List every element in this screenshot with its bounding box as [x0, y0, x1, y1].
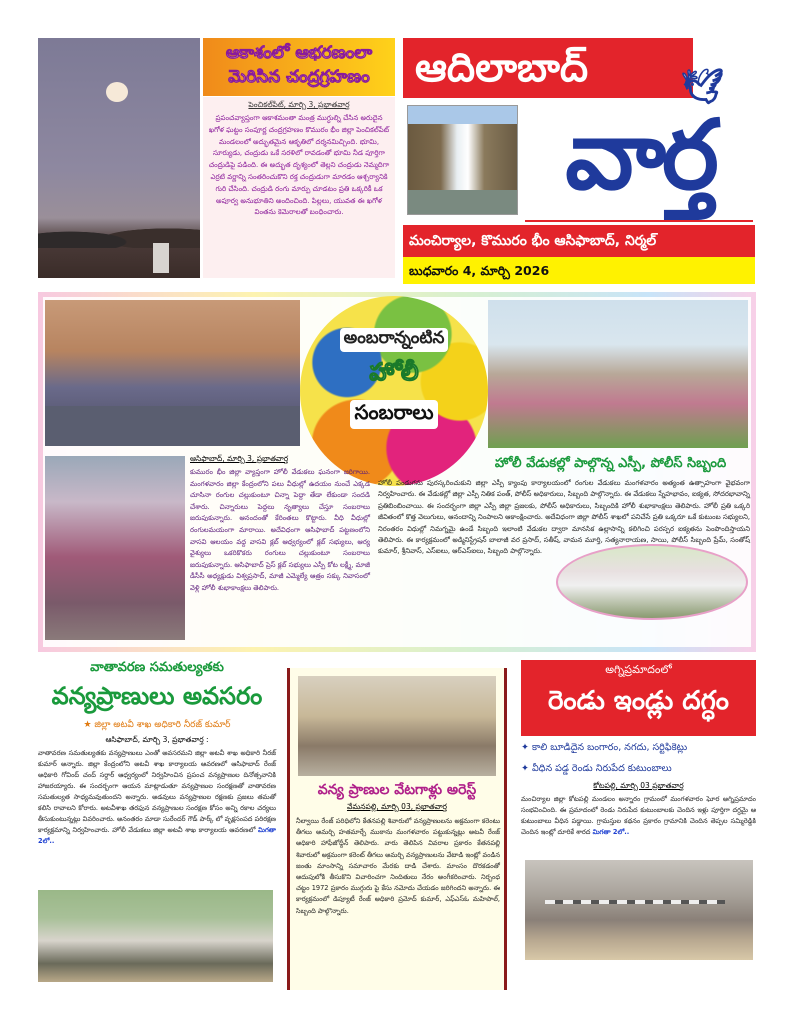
date-band [403, 257, 755, 284]
wildlife-subhead: ★ జిల్లా అటవీ శాఖ అధికారి నీరజ్ కుమార్ [83, 720, 231, 730]
fire-headline-box [521, 660, 756, 736]
holi-group-photo-left [45, 300, 300, 446]
lunar-eclipse-photo [38, 38, 200, 278]
moon [106, 82, 128, 102]
holi-title-line1: అంబరాన్నంటిన [340, 328, 449, 352]
waterfall-photo [407, 105, 518, 215]
holi-left-article [190, 454, 370, 644]
sign-post [153, 243, 169, 273]
fire-bullet-1: ✦ కాలి బూడిదైన బంగారం, నగదు, సర్టిఫికెట్లు [521, 742, 688, 753]
fire-body [521, 794, 756, 838]
poachers-dateline: వేమనపల్లి, మార్చి 03, ప్రభాతవార్త [346, 802, 448, 811]
wildlife-body-text: వాతావరణ సమతుల్యతకు వన్యప్రాణులు ఎంతో అవసరమని జిల్లా అటవీ శాఖ అధికారి నీరజ్ కుమార్ అన్నారు. జిల్లా కేంద్రంలోని అటవీ శాఖ కార్యాలయ ఆవరణలో ఆసిఫాబాద్ రేంజ్ అధికారి గోవింద్ చంద్ సర్దార్ ఆధ్వర్యంలో నిర్వహించిన ప్రపంచ వన్యప్రాణుల దినోత్సవానికి హాజరయ్యారు. ఈ సందర్భంగా ఆయన మాట్లాడుతూ వన్యప్రాణుల సంరక్షణతో వాతావరణ సమతుల్యత సాధ్యమవుతుందని అన్నారు. అడవులు వన్యప్రాణుల రక్షణకు ప్రజలు తమతో కలిసి రావాలని కోరారు. అటవీశాఖ తరఫున వన్యప్రాణుల సంరక్షణ కోసం అన్ని రకాల చర్యలు తీసుకుంటున్నట్లు వివరించారు. అనంతరం మాడా సురేందర్ గౌడ్ పార్క్ లో వృక్షసంపద పరిరక్షణ కార్యక్రమాన్ని నిర్వహించారు. హోలీ వేడుకలు జిల్లా అటవీ శాఖ కార్యాలయ ఆవరణలో [38, 749, 276, 834]
fire-article [521, 660, 756, 990]
moon-dateline: పెంచికల్‌పేట్, మార్చి 3, ప్రభాతవార్త [248, 100, 350, 109]
wildlife-continued-link[interactable]: మిగతా 2లో.. [38, 826, 276, 845]
moon-headline-line1: ఆకాశంలో ఆభరణంలా [225, 43, 373, 63]
holi-title-line3: సంబరాలు [350, 400, 437, 429]
poachers-body: నీల్వాయి రేంజ్ పరిధిలోని కేతనపల్లి శివారులో వన్యప్రాణులను అక్రమంగా కరెంటు తీగలు అమర్చి హతమార్చే ముఠాను మంగళవారం పట్టుకున్నట్లు అటవీ రేంజ్ అధికారి హాఫీజోద్దీన్ తెలిపారు. వారు తెలిపిన వివరాల ప్రకారం కేతనపల్లి శివారులో అక్రమంగా కరెంట్ తీగలు అమర్చి వన్యప్రాణులను వేటాడి ఇంట్లో వండిన జంతు మాంసాన్ని సమాచారం మేరకు దాడి చేశారు. మాంసం దొరకడంతో అదుపులోకి తీసుకొని విచారించగా నిందితులు నేరం అంగీకరించారు. నిర్బంధ చట్టం 1972 ప్రకారం ముగ్గురు పై కేసు నమోదు చేయడం జరిగిందని అన్నారు. ఈ కార్యక్రమంలో డిప్యూటీ రేంజ్ అధికారి ప్రమోద్ కుమార్, ఎఫ్‌ఎస్‌ఓ మహిపాల్, సిబ్బంది పాల్గొన్నారు. [296, 817, 500, 915]
wildlife-dateline: ఆసిఫాబాద్, మార్చి 3, ప్రభాతవార్త : [105, 735, 209, 744]
holi-left-dateline: ఆసిఫాబాద్, మార్చి 3, ప్రభాతవార్త [190, 454, 289, 463]
holi-children-photo [45, 456, 185, 640]
fire-kicker: అగ్నిప్రమాదంలో [605, 663, 672, 676]
moon-headline-box [203, 38, 395, 96]
holi-group-photo-right [488, 300, 748, 448]
wildlife-headline: వన్యప్రాణులు అవసరం [51, 682, 263, 710]
issue-date: బుధవారం 4, మార్చి 2026 [409, 263, 550, 278]
dove-icon: 🕊 [681, 67, 725, 107]
fire-dateline: కోటపల్లి, మార్చి 03 ప్రభాతవార్త [593, 781, 684, 790]
masthead-rule [525, 220, 753, 222]
moon-story-body [203, 97, 395, 278]
moon-body-text: ప్రపంచవ్యాప్తంగా ఆకాశమంతా మంత్ర ముగ్ధుల్ని చేసిన అరుదైన ఖగోళ ఘట్టం సంపూర్ణ చంద్రగ్రహణం కొమురం భీం జిల్లా పెంచికల్‌పేట్ మండలంలో అద్భుతమైన ఆకృతిలో దర్శనమిచ్చింది. భూమి, సూర్యుడు, చంద్రుడు ఒకే సరళిలో రావడంతో భూమి నీడ పూర్తిగా చంద్రుడిపై పడింది. ఈ అద్భుత దృశ్యంలో తెల్లని చంద్రుడు నెమ్మదిగా ఎర్రటి వర్ణాన్ని సంతరించుకొని రక్త చంద్రుడుగా మారడం ఆశ్చర్యానికి గురి చేసింది. చంద్రుడి రంగు మార్పు చూడటం ప్రతి ఒక్కరికీ ఒక అపూర్వ అనుభూతిని అందించింది. పిల్లలు, యువత ఈ ఖగోళ వింతను కెమెరాలతో బంధించారు. [208, 114, 390, 217]
wildlife-article [38, 660, 276, 990]
wildlife-body [38, 748, 276, 847]
trees [38, 218, 200, 248]
fire-bullet-2: ✦ వీధిన పడ్డ రెండు నిరుపేద కుటుంబాలు [521, 763, 672, 774]
moon-headline-line2: మెరిసిన చంద్రగ్రహణం [228, 67, 370, 87]
masthead-title-top-box [403, 38, 693, 98]
fire-headline: రెండు ఇండ్లు దగ్ధం [548, 686, 729, 716]
poachers-arrest-photo [298, 676, 496, 776]
sp-holi-photo [556, 544, 748, 620]
masthead-title-top: ఆదిలాబాద్ [415, 45, 589, 91]
masthead-title-main: వార్త [565, 99, 715, 211]
fire-body-text: మంచిర్యాల జిల్లా కోటపల్లి మండలం అన్నారం గ్రామంలో మంగళవారం ఘోర అగ్నిప్రమాదం సంభవించింది. ఈ ప్రమాదంలో రెండు నిరుపేద కుటుంబాలకు చెందిన ఇళ్లు పూర్తిగా దగ్ధమై ఆ కుటుంబాలు వీధిన పడ్డాయి. గ్రామస్తుల కథనం ప్రకారం గ్రామానికి చెందిన తెప్పల సమ్మిరెడ్డికి చెందిన ఇంట్లో దూరికే శారద [521, 795, 756, 836]
burnt-house-photo [525, 860, 753, 960]
districts-band [403, 225, 755, 257]
wildlife-kicker: వాతావరణ సమతుల్యతకు [90, 660, 224, 675]
poachers-article [287, 668, 507, 990]
poachers-headline: వన్య ప్రాణుల వేటగాళ్లు అరెస్ట్ [317, 782, 477, 798]
holi-left-body: కుమురం భీం జిల్లా వ్యాప్తంగా హోలీ వేడుకలు ఘనంగా జరిగాయి. మంగళవారం జిల్లా కేంద్రంలోని పలు వీధుల్లో ఉదయం నుంచే ఎక్కడ చూసినా రంగుల చల్లుకుంటూ చిన్నా పెద్దా తేడా లేకుండా సందడి చేశారు. చిన్నారులు పెద్దలు నృత్యాలు చేస్తూ సంబరాలు జరుపుకున్నారు. ఆనందంతో కేరింతలు కొట్టారు. వీధి వీధుల్లో రంగులమయంగా మారాయి. అదేవిధంగా ఆసిఫాబాద్ పట్టణంలోని వాసవి ఆలయం వద్ద వాసవి క్లబ్ ఆధ్వర్యంలో క్లబ్ సభ్యులు, ఆర్య వైశ్యులు ఒకరికొకరు రంగులు చల్లుకుంటూ సంబరాలు జరుపుకున్నారు. ఆసిఫాబాద్ ప్రెస్ క్లబ్ సభ్యులు ఎస్పీ కోట లక్ష్మీ, మాజీ డీసీసీ అధ్యక్షుడు విశ్వప్రసాద్, మాజీ ఎమ్మెల్యే ఆత్రం సక్కు నివాసంలో వెళ్లి హోలీ శుభాకాంక్షలు తెలిపారు. [190, 468, 370, 592]
holi-right-body: హోలీ పండుగను పురస్కరించుకుని జిల్లా ఎస్పీ క్యాంపు కార్యాలయంలో రంగుల వేడుకలు మంగళవారం అత్యంత ఉత్సాహంగా వైభవంగా నిర్వహించారు. ఈ వేడుకల్లో జిల్లా ఎస్పీ నితిక పంత్, పోలీస్ అధికారులు, సిబ్బంది పాల్గొన్నారు. ఈ వేడుకలు స్నేహభావం, ఐక్యత, సోదరభావాన్ని ప్రతిబింబించాయి. ఈ సందర్భంగా జిల్లా ఎస్పీ జిల్లా ప్రజలకు, పోలీస్ అధికారులు, సిబ్బందికి హోలీ శుభాకాంక్షలు తెలిపారు. హోలీ ప్రతి ఒక్కరి జీవితంలో కొత్త వెలుగులు, ఆనందాన్ని నింపాలని ఆకాంక్షించారు. అదేవిధంగా జిల్లా పోలీస్ శాఖలో పనిచేసే ప్రతి ఒక్కరూ ఒకే కుటుంబ సభ్యులని, నిరంతరం విధుల్లో నిమగ్నమై ఉండే సిబ్బంది ఇలాంటి వేడుకల ద్వారా మానసిక ఉల్లాసాన్ని కలిగించి పరస్పర ఐక్యతను పెంపొందిస్తాయని తెలిపారు. ఈ కార్యక్రమంలో అడ్మినిస్ట్రేషన్ బాలాజీ వర ప్రసాద్, సతీష్, వామన మూర్తి, సత్యనారాయణ, సాయి, పోలీస్ సిబ్బంది ప్రేమ్, సంతోష్ కుమార్, శ్రీనివాస్, ఎస్ఐలు, ఆర్ఎస్ఐలు, సిబ్బంది పాల్గొన్నారు. [378, 479, 750, 556]
fire-continued-link[interactable]: మిగతా 2లో.. [592, 828, 630, 836]
holi-section [38, 292, 756, 652]
masthead [403, 38, 755, 284]
holi-right-headline: హోలీ వేడుకల్లో పాల్గొన్న ఎస్పీ, పోలీస్ సిబ్బంది [494, 456, 727, 471]
districts-text: మంచిర్యాల, కొమురం భీం ఆసిఫాబాద్, నిర్మల్ [409, 233, 657, 249]
forest-officials-photo [38, 890, 273, 982]
holi-title-line2: హోలీ [369, 358, 419, 386]
